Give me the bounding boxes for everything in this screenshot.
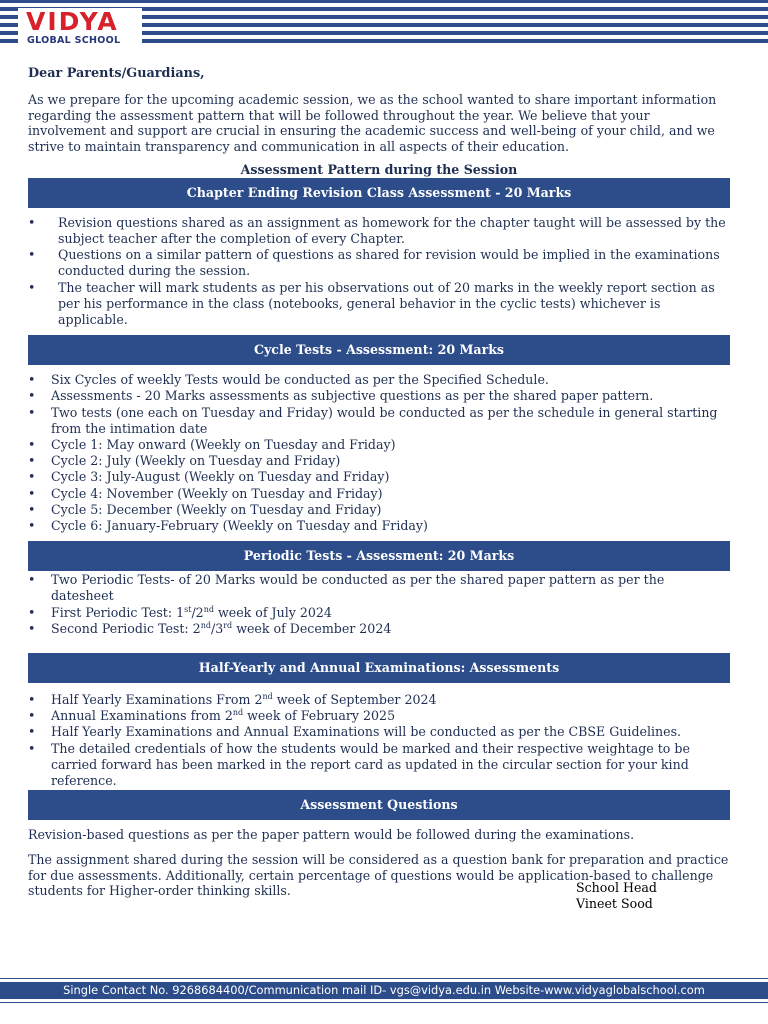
list-item: • Revision questions shared as an assignment as homework for the chapter taught will be assessed by the subject teacher after the completion of every Chapter.	[28, 215, 730, 247]
footer-rule	[0, 978, 768, 979]
footer-contact: Single Contact No. 9268684400/Communication mail ID- vgs@vidya.edu.in Website-www.vidyaglobalschool.com	[0, 982, 768, 999]
section-header-questions: Assessment Questions	[28, 790, 730, 820]
questions-paragraph: The assignment shared during the session will be considered as a question bank for preparation and practice for due assessments. Additionally, certain percentage of questions would be application-based to challenge students for Higher-order thinking skills.	[28, 852, 729, 899]
list-item: • Cycle 1: May onward (Weekly on Tuesday and Friday)	[28, 437, 730, 453]
list-item: • Second Periodic Test: 2nd/3rd week of December 2024	[28, 621, 730, 637]
greeting: Dear Parents/Guardians,	[28, 66, 205, 81]
section-header-chapter: Chapter Ending Revision Class Assessment - 20 Marks	[28, 178, 730, 208]
list-item: • The teacher will mark students as per his observations out of 20 marks in the weekly report section as per his performance in the class (notebooks, general behavior in the cyclic tests) whichever is applicable.	[28, 280, 730, 329]
list-item: • Half Yearly Examinations and Annual Examinations will be conducted as per the CBSE Guidelines.	[28, 724, 730, 740]
cycle-list	[28, 372, 730, 534]
list-item: • Assessments - 20 Marks assessments as subjective questions as per the shared paper pattern.	[28, 388, 730, 404]
school-logo	[18, 8, 142, 48]
list-item: • Annual Examinations from 2nd week of February 2025	[28, 708, 730, 724]
signature-block	[576, 880, 657, 912]
letterhead	[0, 0, 768, 48]
signature-title: School Head	[576, 880, 657, 895]
list-item: • Cycle 6: January-February (Weekly on Tuesday and Friday)	[28, 518, 730, 534]
periodic-list	[28, 572, 730, 637]
list-item: • Cycle 3: July-August (Weekly on Tuesday and Friday)	[28, 469, 730, 485]
section-header-periodic: Periodic Tests - Assessment: 20 Marks	[28, 541, 730, 571]
questions-paragraph: Revision-based questions as per the paper pattern would be followed during the examinations.	[28, 827, 635, 843]
list-item: • Cycle 2: July (Weekly on Tuesday and Friday)	[28, 453, 730, 469]
signature-name: Vineet Sood	[576, 896, 653, 911]
footer-rule	[0, 1002, 768, 1003]
list-item: • Six Cycles of weekly Tests would be conducted as per the Specified Schedule.	[28, 372, 730, 388]
list-item: • Cycle 5: December (Weekly on Tuesday and Friday)	[28, 502, 730, 518]
list-item: • Questions on a similar pattern of questions as shared for revision would be implied in the examinations conducted during the session.	[28, 247, 730, 279]
list-item: • The detailed credentials of how the students would be marked and their respective weightage to be carried forward has been marked in the report card as updated in the circular section for your kind reference.	[28, 741, 730, 790]
list-item: • Half Yearly Examinations From 2nd week of September 2024	[28, 692, 730, 708]
list-item: • Two Periodic Tests- of 20 Marks would be conducted as per the shared paper pattern as per the datesheet	[28, 572, 730, 604]
letter-body	[28, 66, 730, 899]
exams-list	[28, 692, 730, 789]
section-header-exams: Half-Yearly and Annual Examinations: Assessments	[28, 653, 730, 683]
logo-wordmark: VIDYA	[26, 7, 119, 36]
list-item: • Two tests (one each on Tuesday and Friday) would be conducted as per the schedule in general starting from the intimation date	[28, 405, 730, 437]
list-item: • First Periodic Test: 1st/2nd week of July 2024	[28, 605, 730, 621]
list-item: • Cycle 4: November (Weekly on Tuesday and Friday)	[28, 486, 730, 502]
logo-subtitle: GLOBAL SCHOOL	[27, 35, 121, 46]
pattern-title: Assessment Pattern during the Session	[240, 161, 518, 177]
chapter-list	[28, 215, 730, 328]
intro-paragraph: As we prepare for the upcoming academic session, we as the school wanted to share important information regarding the assessment pattern that will be followed throughout the year. We believe that your involvement and support are crucial in ensuring the academic success and well-being of your child, and we strive to maintain transparency and communication in all aspects of their education.	[28, 92, 717, 155]
section-header-cycle: Cycle Tests - Assessment: 20 Marks	[28, 335, 730, 365]
